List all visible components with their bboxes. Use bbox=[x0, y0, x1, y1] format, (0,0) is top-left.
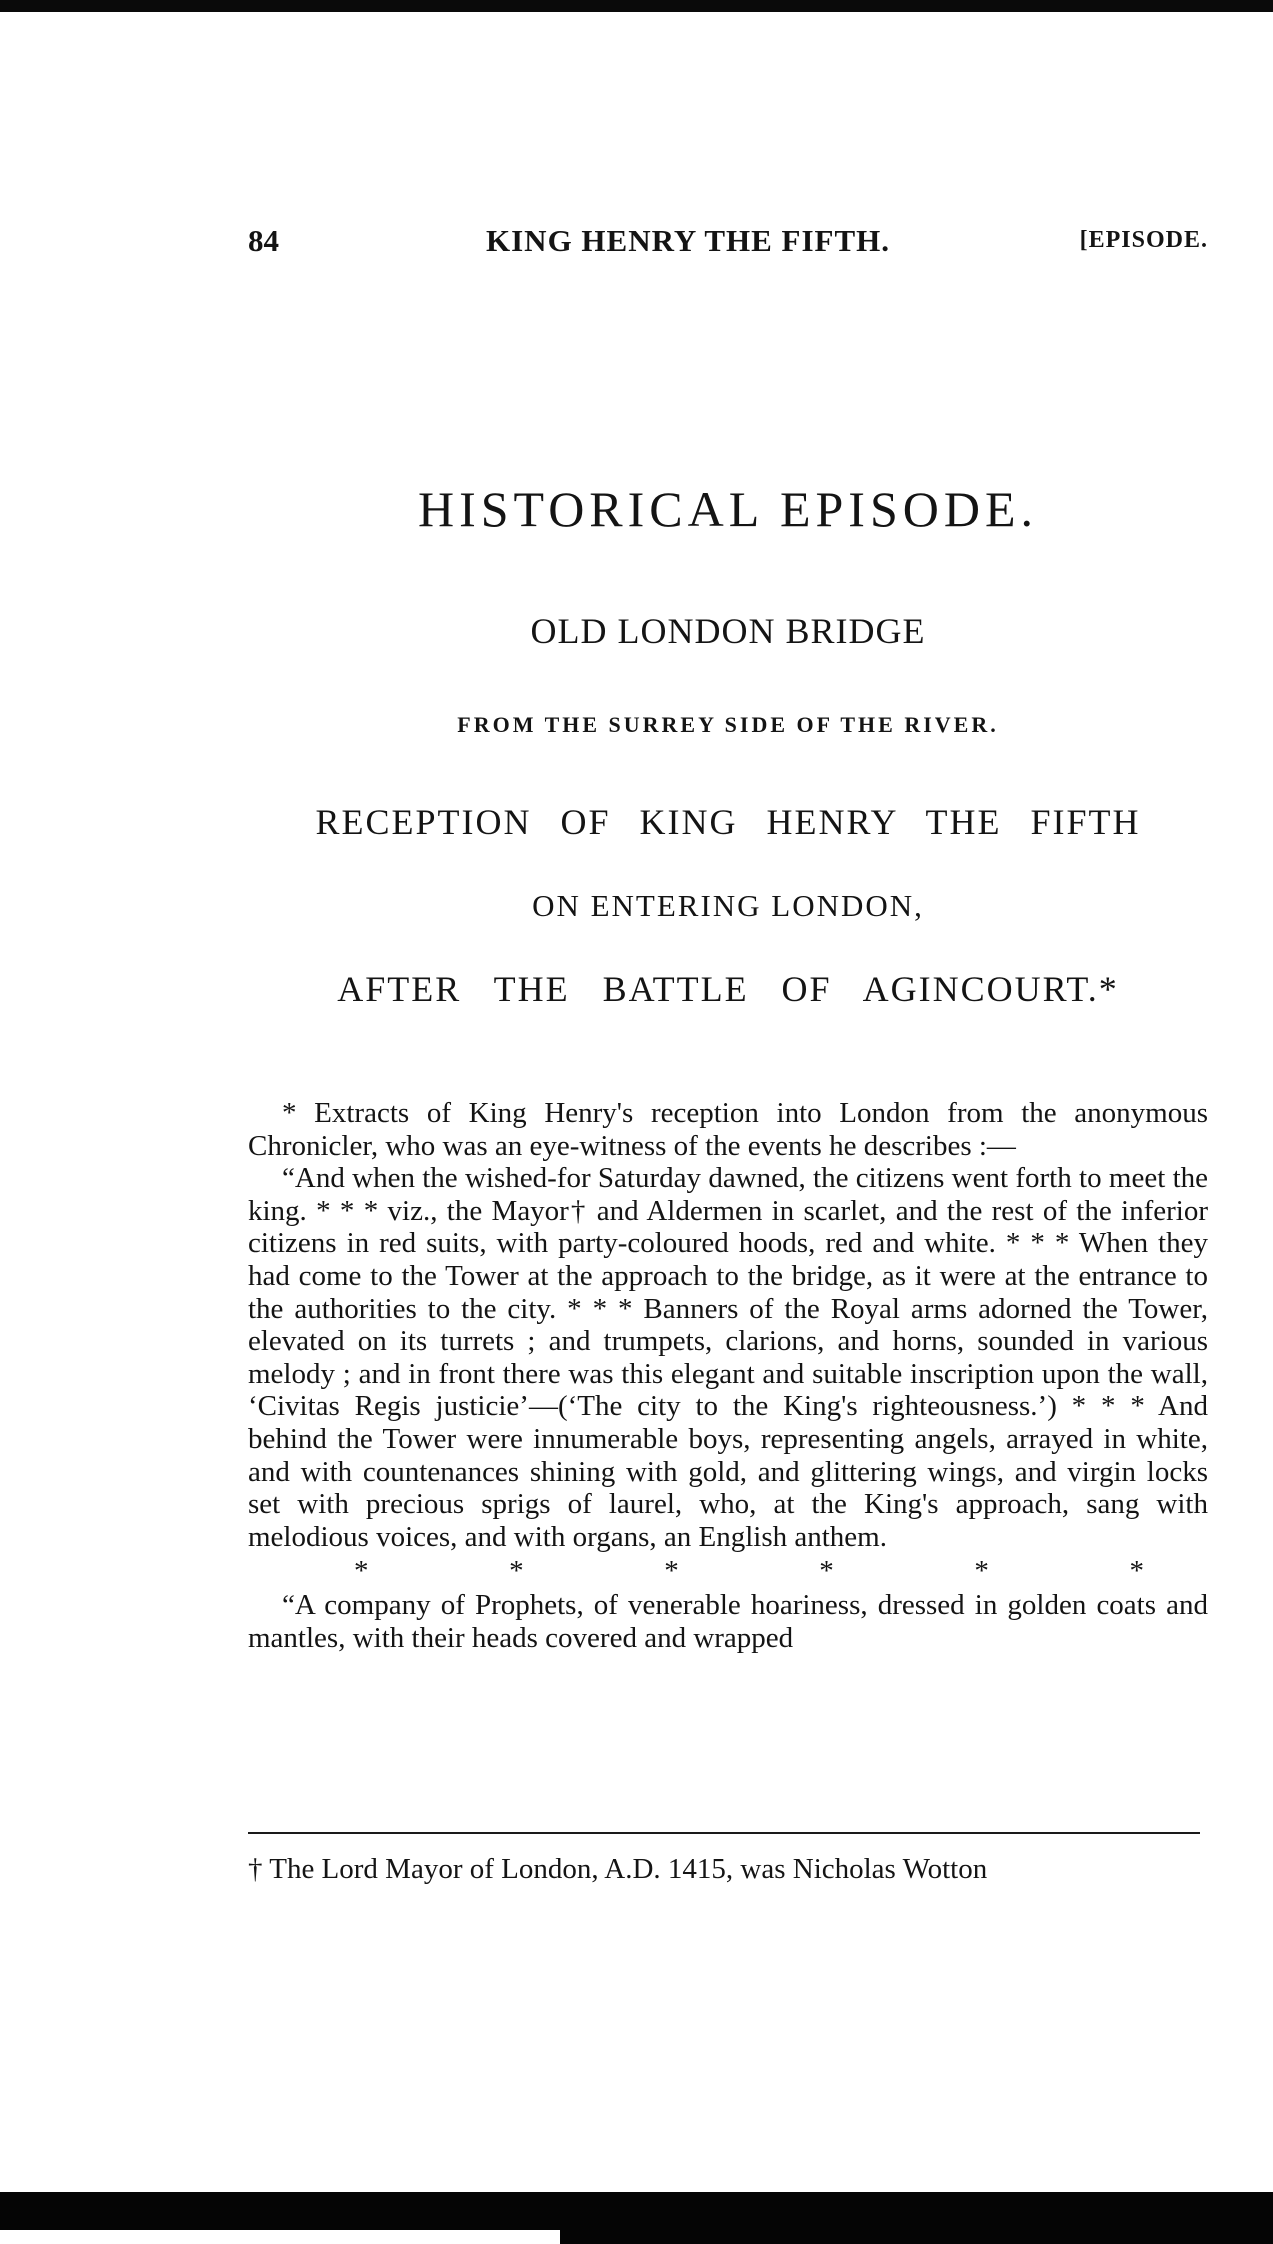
intro-paragraph: * Extracts of King Henry's reception into London from the anonymous Chronicler, who was an eye-witness of the events he describes :— bbox=[248, 1097, 1208, 1162]
running-header bbox=[248, 223, 1208, 263]
footnote-text: † The Lord Mayor of London, A.D. 1415, was Nicholas Wotton bbox=[248, 1853, 988, 1885]
top-scan-border bbox=[0, 0, 1273, 12]
asterisk: * bbox=[974, 1555, 989, 1588]
chronicle-paragraph: “And when the wished-for Saturday dawned, the citizens went forth to meet the king. * * * viz., the Mayor† and Aldermen in scarlet, and the rest of the inferior citizens in red suits, with party-coloured hoods, red and white. * * * When they had come to the Tower at the approach to the bridge, as it were at the entrance to the authorities to the city. * * * Banners of the Royal arms adorned the Tower, elevated on its turrets ; and trumpets, clarions, and horns, sounded in various melody ; and in front there was this elegant and suitable inscription upon the wall, ‘Civitas Regis justicie’—(‘The city to the King's righteousness.’) * * * And behind the Tower were innumerable boys, representing angels, arrayed in white, and with countenances shining with gold, and glittering wings, and virgin locks set with precious sprigs of laurel, who, at the King's approach, sang with melodious voices, and with organs, an English anthem. bbox=[248, 1162, 1208, 1553]
asterism-row bbox=[248, 1553, 1208, 1589]
page-number: 84 bbox=[248, 223, 279, 258]
footnote-divider bbox=[248, 1832, 1200, 1834]
running-title: KING HENRY THE FIFTH. bbox=[486, 223, 891, 258]
reception-heading-line-3: AFTER THE BATTLE OF AGINCOURT.* bbox=[337, 969, 1119, 1009]
reception-heading-line-2: ON ENTERING LONDON, bbox=[532, 888, 924, 923]
asterisk: * bbox=[819, 1555, 834, 1588]
asterisk: * bbox=[664, 1555, 679, 1588]
asterisk: * bbox=[354, 1555, 369, 1588]
asterisk: * bbox=[1129, 1555, 1144, 1588]
plate-caption: FROM THE SURREY SIDE OF THE RIVER. bbox=[457, 712, 999, 737]
prophets-paragraph: “A company of Prophets, of venerable hoariness, dressed in golden coats and mantles, with their heads covered and wrapped bbox=[248, 1589, 1208, 1654]
footnote-body bbox=[248, 1097, 1208, 1655]
reception-heading-line-1: RECEPTION OF KING HENRY THE FIFTH bbox=[315, 802, 1141, 842]
chapter-subtitle: OLD LONDON BRIDGE bbox=[530, 611, 926, 651]
chapter-title: HISTORICAL EPISODE. bbox=[417, 481, 1039, 537]
section-tag: [EPISODE. bbox=[1079, 227, 1208, 253]
bottom-scan-border bbox=[0, 2192, 1273, 2244]
asterisk: * bbox=[509, 1555, 524, 1588]
scan-border-gap bbox=[0, 2230, 560, 2244]
